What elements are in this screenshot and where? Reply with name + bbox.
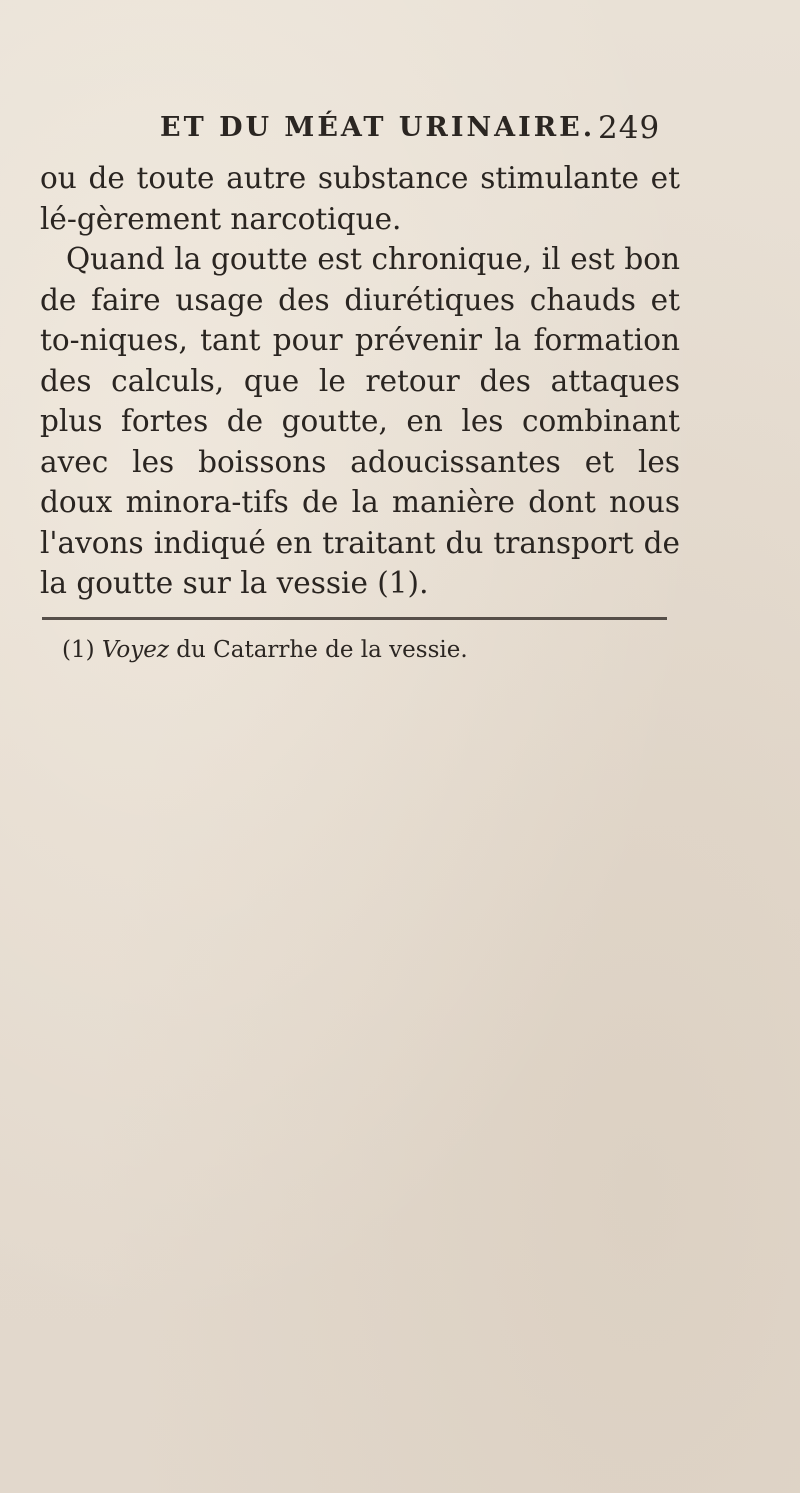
footnote-separator <box>42 617 667 620</box>
footnote-text: du Catarrhe de la vessie. <box>176 637 468 663</box>
paragraph-1: ou de toute autre substance stimulante et lé-gèrement narcotique. <box>40 161 680 236</box>
body-text <box>40 158 680 604</box>
paragraph-2: Quand la goutte est chronique, il est bon de faire usage des diurétiques chauds et to-niques, tant pour prévenir la formation des calculs, que le retour des attaques plus fortes de goutte, en les combinant avec les boissons adoucissantes et les doux minora-tifs de la manière dont nous l'avons indiqué en traitant du transport de la goutte sur la vessie (1). <box>40 242 680 600</box>
footnote <box>62 634 672 666</box>
running-head: ET DU MÉAT URINAIRE. <box>160 112 596 143</box>
page-number: 249 <box>598 110 661 146</box>
footnote-italic: Voyez <box>101 637 169 663</box>
footnote-marker: (1) <box>62 637 95 663</box>
page-header <box>0 98 800 148</box>
